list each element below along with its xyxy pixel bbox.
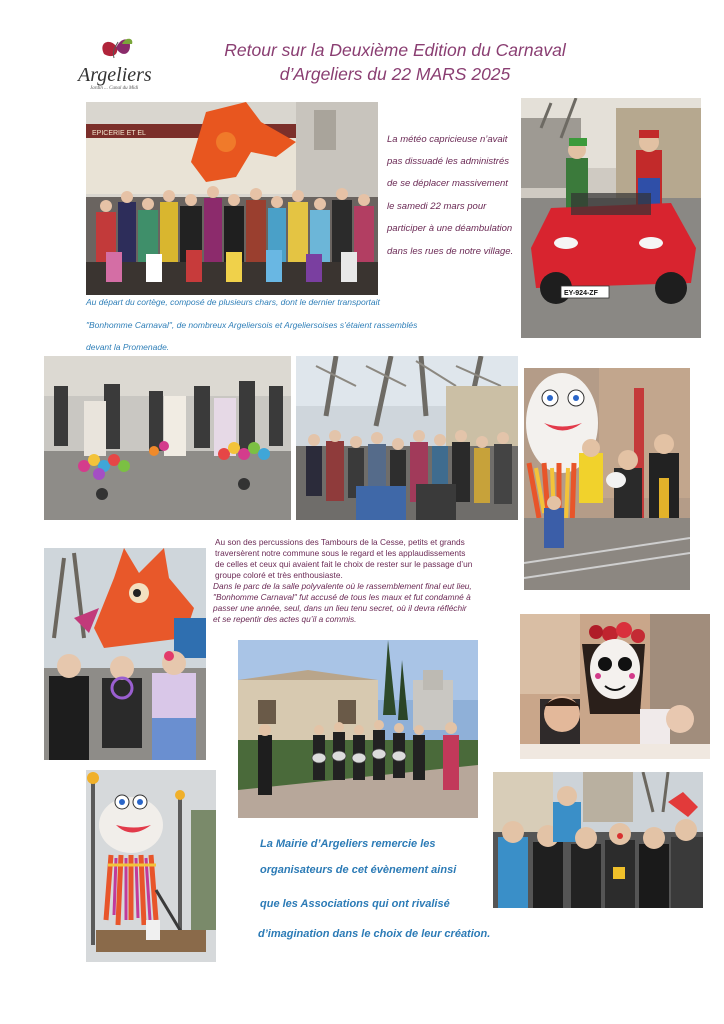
intro-line: pas dissuadé les administrés [387,156,509,167]
shop-sign: EPICERIE ET EL [92,130,146,137]
intro-line: de se déplacer massivement [387,178,508,189]
photo-teen-group [493,772,703,908]
photo-dragon-float-youth [44,548,206,760]
photo-crowd-promenade [296,356,518,520]
thanks-line: d’imagination dans le choix de leur création. [258,928,491,940]
thanks-line: La Mairie d’Argeliers remercie les [260,838,436,850]
logo-tagline: Jardin ... Canal du Midi [90,86,139,91]
thanks-line: organisateurs de cet évènement ainsi [260,864,457,876]
story-line: groupe coloré et très enthousiaste. [215,570,343,580]
photo-group-dragon [86,102,378,295]
story-line: de celles et ceux qui avaient fait le choix de rester sur le passage d’un [215,559,473,569]
photo-bonhomme-carnaval [86,770,216,962]
story-line: et se repentir des actes qu’il a commis. [213,614,357,624]
story-line: traversèrent notre commune sous le regard et les applaudissements [215,548,466,558]
departure-line: Au départ du cortège, composé de plusieurs chars, dont le dernier transportait [86,297,380,307]
story-line: "Bonhomme Carnaval" fut accusé de tous les maux et fut condamné à [213,592,471,602]
photo-face-paint [520,614,710,759]
departure-line: "Bonhomme Carnaval", de nombreux Argeliersois et Argeliersoises s’étaient rassemblés [86,320,418,330]
photo-flower-wheelbarrows [44,356,291,520]
page-title-line-2: d’Argeliers du 22 MARS 2025 [279,64,511,84]
intro-line: dans les rues de notre village. [387,246,514,257]
story-line: passer une année, seul, dans un lieu tenu secret, où il devra réfléchir [213,603,467,613]
departure-line: devant la Promenade. [86,342,170,352]
intro-line: le samedi 22 mars pour [387,201,487,212]
logo-wordmark: Argeliers [78,64,152,86]
photo-drummers-park [238,640,478,818]
intro-line: La météo capricieuse n’avait [387,134,508,145]
photo-clown-puppet [524,368,690,590]
photo-red-car-mario [521,98,701,338]
license-plate: EY-924-ZF [564,290,598,297]
intro-line: participer à une déambulation [387,223,513,234]
page-title-line-1: Retour sur la Deuxième Edition du Carnaval [224,40,566,60]
thanks-line: que les Associations qui ont rivalisé [260,898,450,910]
story-line: Au son des percussions des Tambours de la Cesse, petits et grands [215,537,465,547]
story-line: Dans le parc de la salle polyvalente où le rassemblement final eut lieu, [213,581,472,591]
